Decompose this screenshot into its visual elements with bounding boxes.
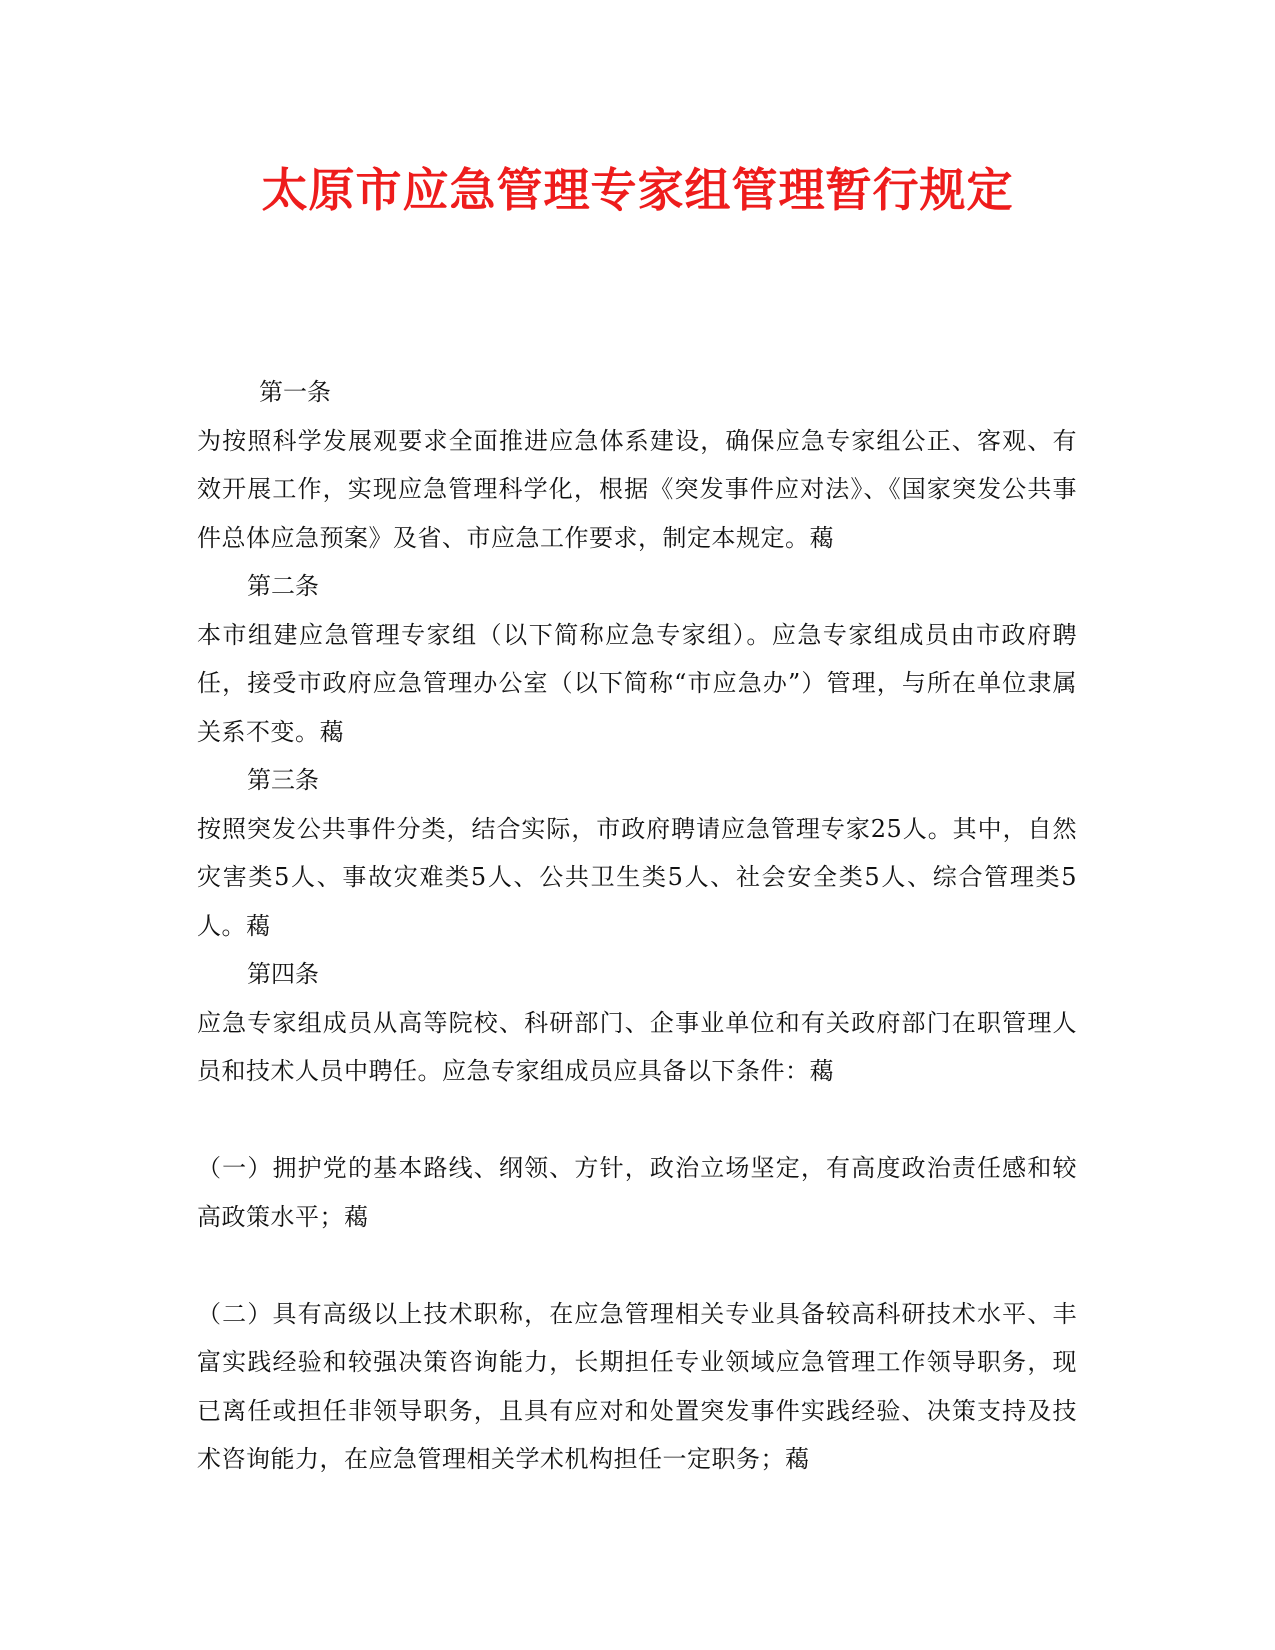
article-4-paragraph: 应急专家组成员从高等院校、科研部门、企事业单位和有关政府部门在职管理人员和技术人员中聘任。应急专家组成员应具备以下条件：藒	[197, 1008, 1077, 1085]
document-title: 太原市应急管理专家组管理暂行规定	[261, 163, 1014, 217]
article-4-item-2: （二）具有高级以上技术职称，在应急管理相关专业具备较高科研技术水平、丰富实践经验和较强决策咨询能力，长期担任专业领域应急管理工作领导职务，现已离任或担任非领导职务，且具有应对和处置突发事件实践经验、决策支持及技术咨询能力，在应急管理相关学术机构担任一定职务；藒	[197, 1299, 1077, 1473]
article-1-paragraph: 为按照科学发展观要求全面推进应急体系建设，确保应急专家组公正、客观、有效开展工作，实现应急管理科学化，根据《突发事件应对法》、《国家突发公共事件总体应急预案》及省、市应急工作要求，制定本规定。藒	[197, 426, 1077, 552]
article-4-heading: 第四条	[247, 960, 319, 988]
document-body	[197, 368, 1077, 1484]
article-2-paragraph: 本市组建应急管理专家组（以下简称应急专家组）。应急专家组成员由市政府聘任，接受市政府应急管理办公室（以下简称“市应急办”）管理，与所在单位隶属关系不变。藒	[197, 620, 1077, 746]
article-3-paragraph: 按照突发公共事件分类，结合实际，市政府聘请应急管理专家25人。其中，自然灾害类5人、事故灾难类5人、公共卫生类5人、社会安全类5人、综合管理类5人。藒	[197, 814, 1077, 940]
article-4-item-1: （一）拥护党的基本路线、纲领、方针，政治立场坚定，有高度政治责任感和较高政策水平；藒	[197, 1154, 1077, 1231]
article-1-heading: 第一条	[259, 378, 331, 406]
article-3-heading: 第三条	[247, 766, 319, 794]
article-2-heading: 第二条	[247, 572, 319, 600]
